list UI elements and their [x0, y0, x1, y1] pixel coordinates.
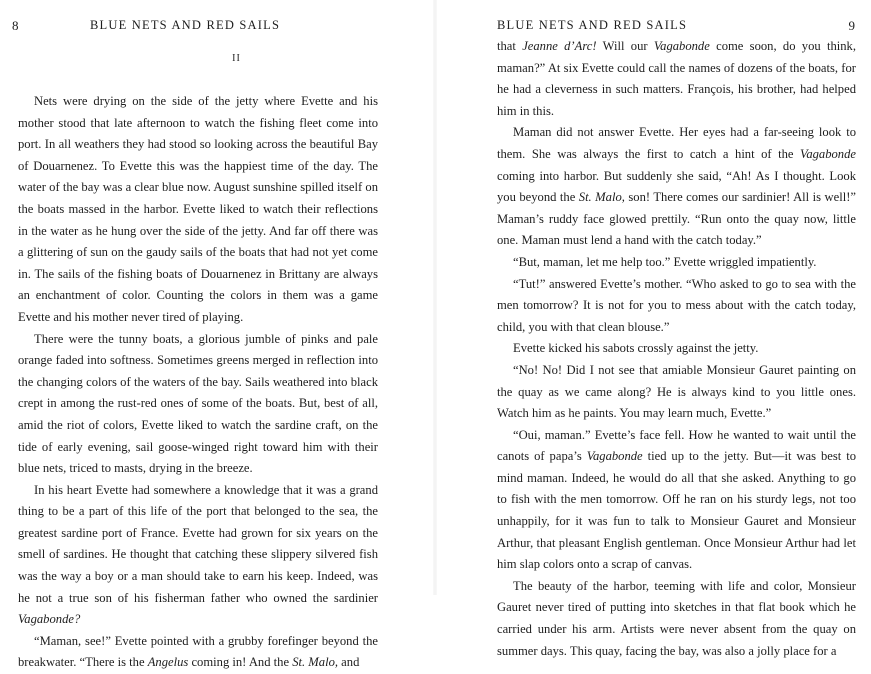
text-run: There were the tunny boats, a glorious jumble of pinks and pale orange faded into softness. Sometimes greens merged in reflection into the changing colors of the waters of the bay. Sails weathered into black crept in among the rust-red ones of some of the boats. But, best of all, amid the riot of colors, Evette liked to watch the sardine craft, on the tide of early evening, sail goose-winged right toward him with their blue nets, triced to masts, drying in the breeze. — [18, 331, 378, 476]
text-run: Evette kicked his sabots crossly against the jetty. — [513, 341, 759, 356]
body-text — [18, 91, 378, 674]
paragraph — [497, 122, 856, 252]
italic-text: Angelus — [147, 655, 189, 670]
text-run: son! There comes our sardinier! All is well!” Maman’s ruddy face glowed prettily. “Run onto the quay now, little one. Maman must lend a hand with the catch today.” — [497, 190, 856, 248]
running-head — [0, 18, 435, 34]
left-page — [0, 0, 435, 670]
paragraph — [497, 274, 856, 339]
body-text — [497, 36, 856, 662]
paragraph — [497, 252, 856, 274]
text-run: Will our — [596, 39, 654, 53]
text-run: “Tut!” answered Evette’s mother. “Who asked to go to sea with the men tomorrow? It is not for you to mess about with the catch today, child, you with that clean blouse.” — [497, 276, 856, 334]
text-run: The beauty of the harbor, teeming with life and color, Monsieur Gauret never tired of putting into sketches in that flat book which he carried under his arm. Artists were never absent from the quay on summer days. This quay, facing the bay, was also a jolly place for a — [497, 578, 856, 658]
paragraph — [497, 425, 856, 576]
text-run: Maman did not answer Evette. Her eyes had a far-seeing look to them. She was always the first to catch a hint of the — [497, 125, 856, 161]
text-run: coming in! And the — [188, 655, 293, 670]
running-head-title: BLUE NETS AND RED SAILS — [90, 18, 281, 32]
paragraph — [497, 338, 856, 360]
paragraph — [18, 91, 378, 329]
text-run: “Maman, see!” Evette pointed with a grubby forefinger beyond the breakwater. “There is the — [18, 633, 378, 670]
italic-text: Vagabonde — [586, 449, 643, 464]
page-number: 8 — [12, 18, 19, 33]
paragraph — [497, 36, 856, 122]
text-run: “But, maman, let me help too.” Evette wriggled impatiently. — [513, 254, 817, 269]
paragraph — [18, 480, 378, 631]
running-head — [435, 18, 871, 34]
running-head-title: BLUE NETS AND RED SAILS — [497, 18, 688, 32]
text-run: In his heart Evette had somewhere a knowledge that it was a grand thing to be a part of this life of the port that belonged to the sea, the greatest sardine port of France. Evette had grown for six years on the smell of sardines. He thought that catching these slippery silvered fish was the way a boy or a man should take to earn his keep. Indeed, was he not a true son of his fisherman father who owned the sardinier — [18, 482, 378, 605]
italic-text: Jeanne d’Arc! — [522, 39, 597, 53]
paragraph — [497, 360, 856, 425]
paragraph — [18, 329, 378, 480]
text-run: tied up to the jetty. But—it was best to mind maman. Indeed, he would do all that she asked. Anything to go to fish with the men tomorrow. Off he ran on his sturdy legs, not too unhappily, for it was fun to talk to Monsieur Gauret and Monsieur Arthur, that pleasant English gentleman. Once Monsieur Arthur had let him slap colors onto a scrap of canvas. — [497, 449, 856, 572]
text-run: “No! No! Did I not see that amiable Monsieur Gauret painting on the quay as we came along? He is always kind to you little ones. Watch him as he paints. You may learn much, Evette.” — [497, 362, 856, 421]
right-page — [435, 0, 871, 658]
italic-text: Vagabonde? — [18, 612, 81, 627]
text-run: and — [338, 655, 360, 670]
italic-text: Vagabonde — [653, 39, 710, 53]
italic-text: Vagabonde — [800, 146, 856, 161]
page-number: 9 — [848, 18, 855, 33]
italic-text: St. Malo, — [578, 190, 625, 205]
section-number: II — [232, 53, 241, 64]
text-run: coming into harbor. But suddenly she said, “Ah! As I thought. Look you beyond the — [497, 168, 856, 205]
paragraph — [18, 631, 378, 674]
paragraph — [497, 576, 856, 662]
text-run: Nets were drying on the side of the jetty where Evette and his mother stood that late afternoon to watch the fishing fleet come into port. In all weathers they had stood so looking across the beautiful Bay of Douarnenez. To Evette this was the happiest time of the day. The water of the bay was a clear blue now. August sunshine spilled itself on the boats massed in the harbor. Evette liked to watch their reflections in the water as he hung over the side of the jetty. And far off there was a glittering of sun on the gaudy sails of the boats that had not yet come in. The sails of the fishing boats of Douarnenez in Brittany are always an enchantment of color. Counting the colors in them was a game Evette and his mother never tired of playing. — [18, 94, 378, 324]
text-run: “Oui, maman.” Evette’s face fell. How he wanted to wait until the canots of papa’s — [497, 427, 856, 464]
text-run: that — [497, 39, 523, 53]
italic-text: St. Malo, — [292, 655, 339, 670]
text-run: come soon, do you think, maman?” At six Evette could call the names of dozens of the boats, for he had a cleverness in such matters. François, his brother, had helped him in this. — [497, 39, 856, 118]
